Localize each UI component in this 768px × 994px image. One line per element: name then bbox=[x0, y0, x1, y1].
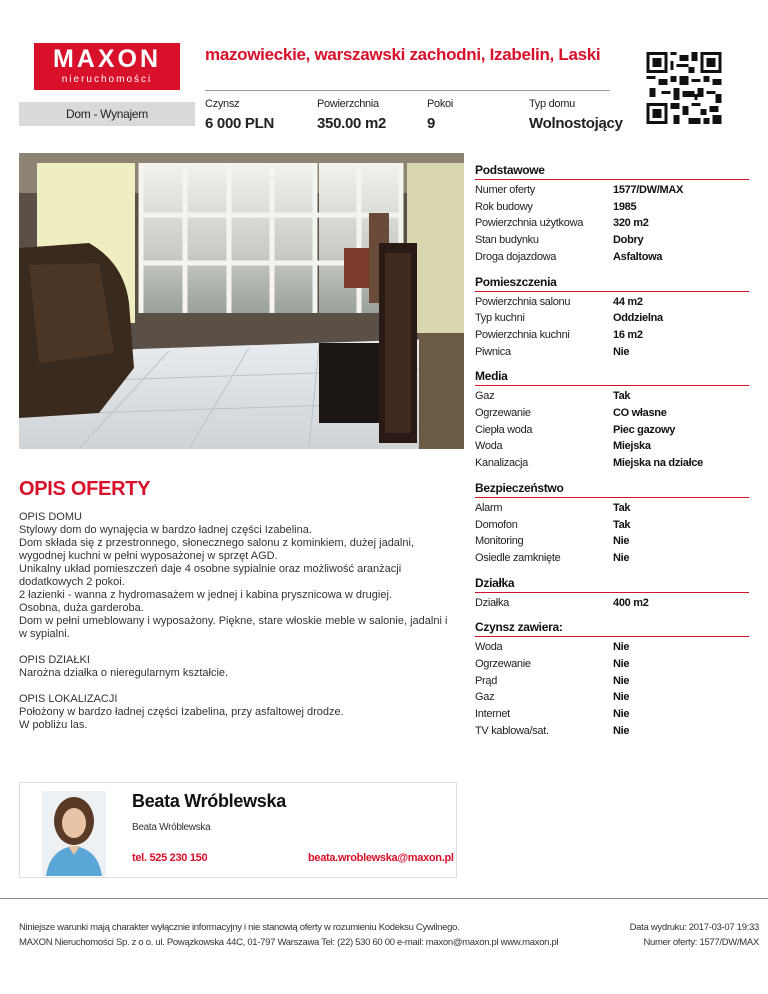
detail-row bbox=[475, 656, 749, 673]
detail-value: Nie bbox=[613, 551, 630, 564]
detail-value: 16 m2 bbox=[613, 328, 643, 341]
detail-key: Rok budowy bbox=[475, 200, 533, 213]
section-title: Czynsz zawiera: bbox=[475, 620, 749, 637]
agent-subtitle: Beata Wróblewska bbox=[132, 822, 211, 833]
detail-key: Domofon bbox=[475, 518, 518, 531]
detail-row bbox=[475, 422, 749, 439]
detail-value: 400 m2 bbox=[613, 596, 649, 609]
detail-row bbox=[475, 215, 749, 232]
detail-row bbox=[475, 327, 749, 344]
summary-value: 350.00 m2 bbox=[317, 115, 387, 132]
detail-value: Miejska na działce bbox=[613, 457, 703, 470]
section-title: Pomieszczenia bbox=[475, 275, 749, 292]
detail-key: Piwnica bbox=[475, 345, 511, 358]
detail-value: CO własne bbox=[613, 407, 667, 420]
detail-value: Nie bbox=[613, 658, 630, 671]
detail-key: Osiedle zamknięte bbox=[475, 551, 561, 564]
detail-value: 1985 bbox=[613, 200, 637, 213]
detail-row bbox=[475, 199, 749, 216]
detail-key: Powierzchnia kuchni bbox=[475, 328, 570, 341]
detail-key: Działka bbox=[475, 596, 509, 609]
detail-key: Woda bbox=[475, 641, 503, 654]
detail-row bbox=[475, 294, 749, 311]
detail-value: 1577/DW/MAX bbox=[613, 184, 684, 196]
detail-row bbox=[475, 438, 749, 455]
footer-disclaimer: Niniejsze warunki mają charakter wyłącznie informacyjny i nie stanowią oferty w rozumieniu Kodeksu Cywilnego. bbox=[19, 922, 460, 933]
agent-phone-link[interactable]: tel. 525 230 150 bbox=[132, 852, 208, 864]
detail-key: Numer oferty bbox=[475, 184, 535, 196]
section-title: Podstawowe bbox=[475, 163, 749, 180]
summary-label: Typ domu bbox=[529, 98, 575, 110]
detail-value: Tak bbox=[613, 390, 631, 403]
description-body bbox=[19, 511, 449, 745]
agent-email-link[interactable]: beata.wroblewska@maxon.pl bbox=[308, 852, 454, 864]
detail-value: Nie bbox=[613, 345, 630, 358]
detail-key: Powierzchnia użytkowa bbox=[475, 217, 584, 230]
detail-value: Nie bbox=[613, 708, 630, 721]
detail-row bbox=[475, 344, 749, 361]
detail-key: Stan budynku bbox=[475, 234, 539, 247]
description-paragraph: OPIS LOKALIZACJI Położony w bardzo ładnej części Izabelina, przy asfaltowej drodze. W pobliżu las. bbox=[19, 693, 344, 731]
summary-label: Pokoi bbox=[427, 98, 454, 110]
detail-value: Nie bbox=[613, 641, 630, 654]
qr-code-icon[interactable] bbox=[646, 52, 722, 124]
footer-print-date: Data wydruku: 2017-03-07 19:33 bbox=[629, 922, 759, 933]
detail-key: Gaz bbox=[475, 390, 495, 403]
summary-value: Wolnostojący bbox=[529, 115, 623, 132]
detail-row bbox=[475, 550, 749, 567]
detail-row bbox=[475, 249, 749, 266]
section-title: Media bbox=[475, 369, 749, 386]
detail-value: Tak bbox=[613, 501, 631, 514]
detail-row bbox=[475, 232, 749, 249]
section-pomieszczenia bbox=[475, 275, 749, 361]
detail-key: Monitoring bbox=[475, 535, 524, 548]
section-title: Działka bbox=[475, 576, 749, 593]
detail-value: Nie bbox=[613, 724, 630, 737]
section-bezpieczenstwo bbox=[475, 481, 749, 567]
detail-key: Internet bbox=[475, 708, 510, 721]
detail-value: Oddzielna bbox=[613, 312, 663, 325]
detail-value: Tak bbox=[613, 518, 631, 531]
description-paragraph: OPIS DZIAŁKI Narożna działka o nieregularnym kształcie. bbox=[19, 654, 229, 679]
offer-type-badge: Dom - Wynajem bbox=[19, 102, 195, 126]
description-paragraph: OPIS DOMU Stylowy dom do wynajęcia w bardzo ładnej części Izabelina. Dom składa się z przestronnego, słonecznego salonu z kominkiem, dużej jadalni, wygodnej kuchni w pełni wyposażonej w sprzęt AGD. Unikalny układ pomieszczeń daje 4 osobne sypialnie oraz możliwość aranżacji dodatkowych 2 pokoi. 2 łazienki - wanna z hydromasażem w jednej i kabina prysznicowa w drugiej. Osobna, duża garderoba. Dom w pełni umeblowany i wyposażony. Piękne, stare włoskie meble w salonie, jadalni i w sypialni. bbox=[19, 511, 448, 640]
detail-key: Ogrzewanie bbox=[475, 658, 531, 671]
header-divider bbox=[205, 90, 610, 91]
detail-key: Powierzchnia salonu bbox=[475, 295, 571, 308]
summary-rooms bbox=[427, 98, 453, 132]
detail-row bbox=[475, 533, 749, 550]
detail-row bbox=[475, 639, 749, 656]
section-dzialka bbox=[475, 576, 749, 612]
detail-row bbox=[475, 455, 749, 472]
detail-value: Nie bbox=[613, 674, 630, 687]
details-panel bbox=[475, 163, 749, 740]
detail-row bbox=[475, 706, 749, 723]
offer-location: mazowieckie, warszawski zachodni, Izabelin, Laski bbox=[205, 45, 601, 64]
detail-row bbox=[475, 673, 749, 690]
detail-value: 320 m2 bbox=[613, 217, 649, 230]
summary-area bbox=[317, 98, 386, 132]
summary-label: Czynsz bbox=[205, 98, 240, 110]
property-photo[interactable] bbox=[19, 153, 464, 449]
detail-row bbox=[475, 182, 749, 199]
detail-value: 44 m2 bbox=[613, 295, 643, 308]
section-podstawowe bbox=[475, 163, 749, 266]
detail-key: Ogrzewanie bbox=[475, 407, 531, 420]
detail-key: TV kablowa/sat. bbox=[475, 724, 549, 737]
detail-value: Nie bbox=[613, 535, 630, 548]
section-title: Bezpieczeństwo bbox=[475, 481, 749, 498]
detail-row bbox=[475, 517, 749, 534]
detail-key: Ciepła woda bbox=[475, 423, 533, 436]
summary-value: 6 000 PLN bbox=[205, 115, 275, 132]
detail-row bbox=[475, 595, 749, 612]
section-czynsz-zawiera bbox=[475, 620, 749, 739]
detail-value: Miejska bbox=[613, 440, 651, 453]
detail-key: Droga dojazdowa bbox=[475, 250, 557, 263]
detail-row bbox=[475, 723, 749, 740]
footer-offer-number: Numer oferty: 1577/DW/MAX bbox=[643, 937, 759, 948]
summary-house-type bbox=[529, 98, 623, 132]
detail-value: Dobry bbox=[613, 234, 644, 247]
summary-rent bbox=[205, 98, 274, 132]
summary-label: Powierzchnia bbox=[317, 98, 379, 110]
detail-key: Typ kuchni bbox=[475, 312, 525, 325]
maxon-logo[interactable] bbox=[34, 43, 180, 90]
summary-value: 9 bbox=[427, 115, 436, 132]
detail-row bbox=[475, 500, 749, 517]
logo-name: MAXON bbox=[52, 45, 162, 73]
footer-company: MAXON Nieruchomości Sp. z o o. ul. Powązkowska 44C, 01-797 Warszawa Tel: (22) 530 60 00 e-mail: maxon@maxon.pl www.maxon.pl bbox=[19, 937, 559, 948]
detail-value: Nie bbox=[613, 691, 630, 704]
footer-right bbox=[630, 920, 759, 950]
detail-row bbox=[475, 689, 749, 706]
detail-row bbox=[475, 310, 749, 327]
detail-value: Piec gazowy bbox=[613, 423, 676, 436]
agent-name: Beata Wróblewska bbox=[132, 791, 286, 811]
footer-left bbox=[19, 920, 558, 950]
detail-key: Woda bbox=[475, 440, 503, 453]
detail-key: Alarm bbox=[475, 501, 503, 514]
detail-key: Prąd bbox=[475, 674, 498, 687]
agent-avatar bbox=[42, 791, 106, 876]
detail-value: Asfaltowa bbox=[613, 250, 663, 263]
footer-divider bbox=[0, 898, 768, 899]
description-title: OPIS OFERTY bbox=[19, 478, 151, 500]
detail-key: Gaz bbox=[475, 691, 495, 704]
detail-row bbox=[475, 388, 749, 405]
section-media bbox=[475, 369, 749, 472]
detail-row bbox=[475, 405, 749, 422]
detail-key: Kanalizacja bbox=[475, 457, 528, 470]
logo-tagline: nieruchomości bbox=[61, 74, 153, 85]
